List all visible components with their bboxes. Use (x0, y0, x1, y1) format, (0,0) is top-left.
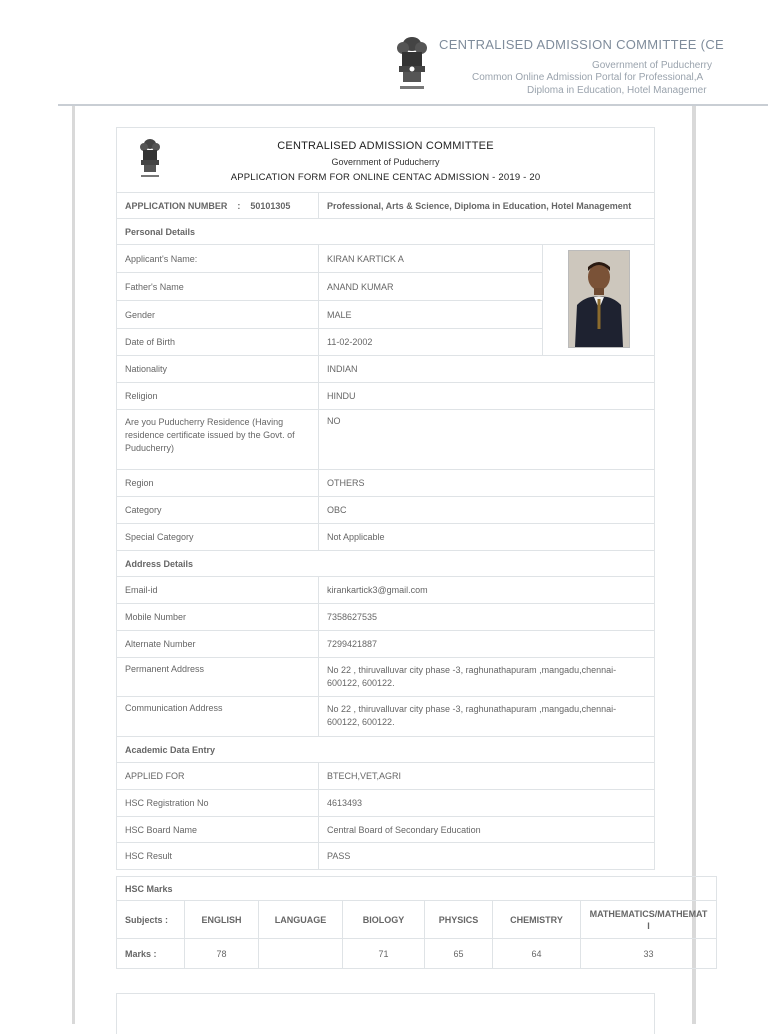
mark-value: 78 (185, 939, 259, 969)
portal-subtitle-2: Diploma in Education, Hotel Managemer (527, 85, 707, 96)
field-value: OBC (319, 497, 655, 524)
portal-govt: Government of Puducherry (591, 60, 712, 71)
field-label: Date of Birth (117, 329, 319, 356)
field-label: Region (117, 470, 319, 497)
field-value: kirankartick3@gmail.com (319, 577, 655, 604)
field-value: 7358627535 (319, 604, 655, 631)
field-value: INDIAN (319, 356, 655, 383)
form-title: CENTRALISED ADMISSION COMMITTEE (277, 139, 494, 152)
section-address: Address Details (117, 551, 655, 577)
field-label: APPLIED FOR (117, 763, 319, 790)
field-value: NO (319, 410, 655, 470)
section-academic: Academic Data Entry (117, 737, 655, 763)
portal-title: CENTRALISED ADMISSION COMMITTEE (CE (439, 37, 724, 52)
field-value: OTHERS (319, 470, 655, 497)
field-label: HSC Registration No (117, 790, 319, 817)
field-value: 7299421887 (319, 631, 655, 658)
portal-subtitle-1: Common Online Admission Portal for Professional,A (472, 72, 704, 83)
field-value: Central Board of Secondary Education (319, 817, 655, 843)
field-value: BTECH,VET,AGRI (319, 763, 655, 790)
mark-value: 33 (581, 939, 717, 969)
subject-header: CHEMISTRY (493, 901, 581, 939)
subject-header: BIOLOGY (343, 901, 425, 939)
field-value: KIRAN KARTICK A (319, 245, 543, 273)
field-label: Applicant's Name: (117, 245, 319, 273)
mark-value: 64 (493, 939, 581, 969)
field-label: HSC Board Name (117, 817, 319, 843)
section-hsc-marks: HSC Marks (117, 877, 717, 901)
field-label: Permanent Address (117, 658, 319, 697)
subject-header: MATHEMATICS/MATHEMAT I (581, 901, 717, 939)
field-label: Nationality (117, 356, 319, 383)
portal-header (0, 0, 768, 104)
marks-label: Marks : (117, 939, 185, 969)
subjects-label: Subjects : (117, 901, 185, 939)
field-label: Gender (117, 301, 319, 329)
form-header (117, 128, 655, 193)
stream-name: Professional, Arts & Science, Diploma in Education, Hotel Management (319, 193, 655, 219)
form-govt: Government of Puducherry (331, 156, 440, 167)
application-number-value: 50101305 (250, 200, 291, 211)
field-label: Father's Name (117, 273, 319, 301)
applicant-photo (568, 250, 630, 348)
field-label: Communication Address (117, 697, 319, 737)
subject-header: ENGLISH (185, 901, 259, 939)
field-label: Category (117, 497, 319, 524)
section-personal: Personal Details (117, 219, 655, 245)
field-value: No 22 , thiruvalluvar city phase -3, raghunathapuram ,mangadu,chennai-600122, 600122. (319, 658, 655, 697)
field-value: 11-02-2002 (319, 329, 543, 356)
field-label: Are you Puducherry Residence (Having residence certificate issued by the Govt. of Puducherry) (117, 410, 319, 470)
mark-value: 65 (425, 939, 493, 969)
field-value: 4613493 (319, 790, 655, 817)
field-value: PASS (319, 843, 655, 870)
application-number-sep: : (237, 200, 241, 211)
field-label: Email-id (117, 577, 319, 604)
field-value: Not Applicable (319, 524, 655, 551)
field-label: HSC Result (117, 843, 319, 870)
form-subtitle: APPLICATION FORM FOR ONLINE CENTAC ADMISSION - 2019 - 20 (230, 171, 541, 183)
mark-value: 71 (343, 939, 425, 969)
next-section-box (116, 993, 655, 1034)
field-label: Mobile Number (117, 604, 319, 631)
subject-header: LANGUAGE (259, 901, 343, 939)
application-number (117, 193, 319, 219)
field-label: Special Category (117, 524, 319, 551)
field-label: Alternate Number (117, 631, 319, 658)
hsc-marks-table (116, 876, 717, 969)
field-value: HINDU (319, 383, 655, 410)
field-value: ANAND KUMAR (319, 273, 543, 301)
photo-cell (543, 245, 655, 356)
field-label: Religion (117, 383, 319, 410)
application-form (116, 127, 655, 870)
state-emblem-icon (135, 136, 165, 180)
field-value: No 22 , thiruvalluvar city phase -3, raghunathapuram ,mangadu,chennai-600122, 600122. (319, 697, 655, 737)
subject-header: PHYSICS (425, 901, 493, 939)
application-number-label: APPLICATION NUMBER (125, 200, 228, 211)
field-value: MALE (319, 301, 543, 329)
mark-value (259, 939, 343, 969)
